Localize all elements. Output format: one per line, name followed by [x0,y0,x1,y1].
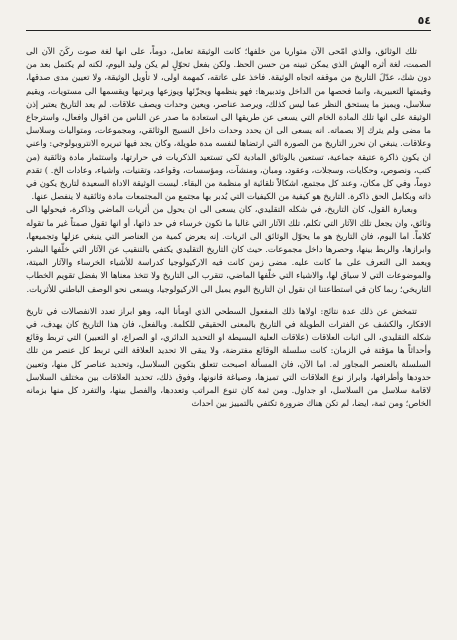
paragraph-3: تتمخض عن ذلك عدة نتائج: اولاها ذلك المفعول السطحي الذي اومأنا اليه، وهو ابراز تعدد الانفصالات في تاريخ الافكار، والكشف عن الفترات الطويلة في التاريخ بالمعنى الحقيقي للكلمة. وبالفعل، فان هذا التاريخ كان يهدف، في شكله التقليدي، الى اثبات العلاقات (علاقات العلية البسيطة او التحديد الدائري، او الصراع، او التعبير) التي تربط وقائع وأحداثاً ها مؤقتة في الزمان: كانت سلسلة الوقائع مفترضة، ولا يبقى الا تحديد العلاقة التي تربط كل عنصر من تلك السلسلة بالعنصر المجاور له. اما الآن، فان المسألة اصبحت تتعلق بتكوين السلاسل، وتحديد عناصر كل منها، وتعيين حدودها وأطرافها، وابراز نوع العلاقات التي تميزها، وصياغة قانونها، وفوق ذلك، تحديد العلاقات بين مختلف السلاسل لاقامة سلاسل من السلاسل، او جداول. ومن ثمة كان تنوع المراتب وتعددها، والفصل بينها، والتفرد كل منها بزمانه الخاص؛ ومن ثمة، ايضا، لم تكن هناك ضرورة تكتفي بالتمييز بين احداث [26,305,431,409]
paragraph-1: تلك الوثائق، والذي امّحى الآن متواريا من خلفها؛ كانت الوثيقة تعامل، دوماً، على انها لغة صوت ركَنَ الآن الى الصمت، لغة أثره الهش الذي يمكن تبينه من حسن الحظ. ولكن بفعل تحوّلٍ لم يكن وليد اليوم، لكنه لم يكتمل بعد من دون شك، عدّلَ التاريخ من موقفه اتجاه الوثيقة. فاخذ على عاتقه، كمهمة اولى، لا تأويل الوثيقة، ولا تعيين مدى صدقها، وقيمتها التعبيرية، وانما فحصها من الداخل وتدبيرها: فهو ينظمها ويجزّئها ويوزعها ويرتبها ويقسمها الى مستويات، ويقيم سلاسل، ويميز ما يستحق النظر عما ليس كذلك، ويرصد عناصر، ويعين وحدات ويصف علاقات. لم يعد التاريخ يعتبر إذن الوثيقة على انها تلك المادة الخام التي يسعى عن طريقها الى استعادة ما صدر عن الناس من اقوال وافعال، واسترجاع ما مضى ولم يترك إلا بصماته. انه يسعى الى ان يحدد وحدات داخل النسيج الوثائقي، ومجموعات، ومتواليات وسلاسل وعلاقات. ينبغي ان نحرر التاريخ من الصورة التي ارتضاها لنفسه مدة طويلة، وكان يجد فيها تبريره الانتروبولوجي: واعني ان يكون ذاكرة عتيقة جماعية، تستعين بالوثائق المادية لكي تستعيد الذكريات في حرارتها، واستثمار مادة وثائقية (من كتب، ونصوص، وحكايات، وسجلات، وعقود، ومبان، ومنشآت، ومؤسسات، وقواعد، وتقنيات، واشياء، وعادات الخ. ) تقدم دوماً، وفي كل مكان، وعند كل مجتمع، اشكالاً تلقائية او منظمة من البقاء. ليست الوثيقة الاداة السعيدة لتاريخ يكون في ذاته وبكامل الحق ذاكرة. التاريخ هو كيفية من الكيفيات التي يُدبر بها مجتمع من المجتمعات مادة وثائقية لا ينفصل عنها. [26,46,431,202]
paragraph-2: وبعبارة القول، كان التاريخ، في شكله التقليدي، كان يسعى الى ان يحول من أثريات الماضي وذاكرة، فيحولها الى وثائق، وان يجعل تلك الآثار التي تكلم، تلك الآثار التي غالبا ما تكون خرساء في حد ذاتها، أو انها تقول صمتاً غير ما تقوله كلاماً. اما اليوم، فان التاريخ هو ما يحوّل الوثائق الى اثريات. إنه يعرض كمية من العناصر التي ينبغي عزلها وتجميعها، وابرازها، والربط بينها، وحصرها داخل مجموعات. حيث كان التاريخ التقليدي يكتفي بالتنقيب عن الآثار التي خلّفها البشر، ويعمد الى التعرف على ما كانت عليه. مضى زمن كانت فيه الاركيولوجيا كدراسة للأشياء الخرساء والآثار الميتة، والموضوعات التي لا سياق لها، والاشياء التي خلّفها الماضي، تتقرب الى التاريخ ولا تتخذ معناها الا بفضل تقويم الخطاب التاريخي؛ ربما كان في استطاعتنا ان نقول ان التاريخ اليوم يميل الى الاركيولوجيا، ويسعى نحو الوصف الباطني للأثريات. [26,204,431,294]
body-text [26,45,431,410]
page-header [26,14,431,31]
watermark [150,520,310,570]
page-number: ٥٤ [417,14,431,27]
